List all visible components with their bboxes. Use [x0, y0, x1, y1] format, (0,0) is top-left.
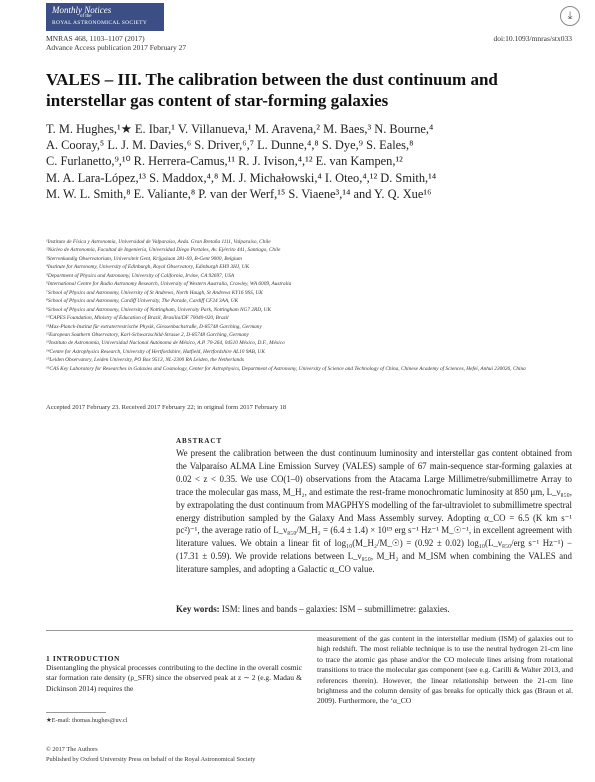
logo-line1: Monthly Notices: [52, 5, 112, 15]
author-line: A. Cooray,⁵ L. J. M. Davies,⁶ S. Driver,⁶,⁷ L. Dunne,⁴,⁸ S. Dye,⁹ S. Eales,⁸: [46, 138, 414, 153]
footnote-email[interactable]: ★E-mail: thomas.hughes@uv.cl: [46, 717, 128, 724]
affiliation: ⁶International Centre for Radio Astronomy Research, University of Western Australia, Crawley, WA 6009, Australia: [46, 281, 292, 288]
affiliation: ¹⁶CAS Key Laboratory for Researches in Galaxies and Cosmology, Center for Astrophysics, Department of Astronomy, University of Science and Technology of China, Chinese Academy of Sciences, Hefei, Anhui 230026, China: [46, 365, 526, 372]
affiliation: ⁸School of Physics and Astronomy, Cardiff University, The Parade, Cardiff CF24 3AA, UK: [46, 298, 239, 305]
publisher-line: Published by Oxford University Press on behalf of the Royal Astronomical Society: [46, 756, 256, 763]
journal-logo: [46, 3, 164, 31]
copyright: © 2017 The Authors: [46, 746, 98, 753]
intro-column-2: measurement of the gas content in the interstellar medium (ISM) of galaxies out to high redshift. The most reliable technique is to use the neutral hydrogen 21-cm line to trace the atomic gas phase and/or the CO molecule lines arising from rotational transitions to trace the molecular gas component (see e.g. Carilli & Walter 2013, and references therein). However, the linear relationship between the 21-cm line brightness and the column density of gas breaks for optically thick gas (Braun et al. 2009). Furthermore, the ‘α_CO: [317, 634, 573, 706]
footnote-rule: [46, 712, 106, 713]
affiliations: [46, 238, 571, 373]
author-list: [46, 121, 566, 202]
author-line: C. Furlanetto,⁹,¹⁰ R. Herrera-Camus,¹¹ R. J. Ivison,⁴,¹² E. van Kampen,¹²: [46, 154, 403, 169]
abstract-heading: ABSTRACT: [176, 437, 223, 445]
affiliation: ³Sterrenkundig Observatorium, Universiteit Gent, Krijgslaan 281-S9, B-Gent 9000, Belgium: [46, 255, 242, 262]
author-line: T. M. Hughes,¹★ E. Ibar,¹ V. Villanueva,¹ M. Aravena,² M. Baes,³ N. Bourne,⁴: [46, 122, 434, 136]
keywords: [176, 604, 572, 614]
received-accepted: Accepted 2017 February 23. Received 2017 February 22; in original form 2017 February 18: [46, 404, 287, 411]
author-line: M. A. Lara-López,¹³ S. Maddox,⁴,⁸ M. J. Michałowski,⁴ I. Oteo,⁴,¹² D. Smith,¹⁴: [46, 170, 437, 185]
affiliation: ⁹School of Physics and Astronomy, University of Nottingham, University Park, Nottingham NG7 2RD, UK: [46, 306, 272, 313]
affiliation: ¹Instituto de Física y Astronomía, Universidad de Valparaíso, Avda. Gran Bretaña 1111, Valparaíso, Chile: [46, 239, 271, 245]
citation: MNRAS 468, 1103–1107 (2017): [46, 34, 145, 43]
affiliation: ⁷School of Physics and Astronomy, University of St Andrews, North Haugh, St Andrews KY16 9SS, UK: [46, 289, 263, 296]
paper-title: VALES – III. The calibration between the dust continuum and interstellar gas content of star-forming galaxies: [46, 70, 498, 110]
affiliation: ¹⁴Centre for Astrophysics Research, University of Hertfordshire, Hatfield, Hertfordshire AL10 9AB, UK: [46, 348, 265, 355]
download-icon[interactable]: ⤓: [560, 6, 580, 26]
abstract-text: We present the calibration between the dust continuum luminosity and interstellar gas content obtained from the Valparaíso ALMA Line Emission Survey (VALES) sample of 67 main-sequence star-forming galaxies at 0.02 < z < 0.35. We use CO(1–0) observations from the Atacama Large Millimetre/submillimetre Array to trace the molecular gas mass, M_H₂, and estimate the rest-frame monochromatic luminosity at 850 μm, L_ν₈₅₀, by extrapolating the dust continuum from MAGPHYS modelling of the far-ultraviolet to submillimetre spectral energy distribution sampled by the Galaxy And Mass Assembly survey. Adopting α_CO = 6.5 (K km s⁻¹ pc²)⁻¹, the average ratio of L_ν₈₅₀/M_H₂ = (6.4 ± 1.4) × 10¹⁹ erg s⁻¹ Hz⁻¹ M_☉⁻¹, in excellent agreement with literature values. We obtain a linear fit of log₁₀(M_H₂/M_☉) = (0.92 ± 0.02) log₁₀(L_ν₈₅₀/erg s⁻¹ Hz⁻¹) − (17.31 ± 0.59). We provide relations between L_ν₈₅₀, M_H₂ and M_ISM when combining the VALES and literature samples, and adopting a Galactic α_CO value.: [176, 448, 572, 575]
affiliation: ⁵Department of Physics and Astronomy, University of California, Irvine, CA 92697, USA: [46, 272, 235, 279]
logo-line3: ROYAL ASTRONOMICAL SOCIETY: [52, 20, 148, 26]
author-line: M. W. L. Smith,⁸ E. Valiante,⁸ P. van der Werf,¹⁵ S. Viaene³,¹⁴ and Y. Q. Xue¹⁶: [46, 186, 432, 201]
affiliation: ²Núcleo de Astronomía, Facultad de Ingeniería, Universidad Diego Portales, Av. Ejército 441, Santiago, Chile: [46, 247, 281, 254]
keywords-label: Key words:: [176, 604, 220, 614]
affiliation: ¹²European Southern Observatory, Karl-Schwarzschild-Strasse 2, D-85748 Garching, Germany: [46, 331, 249, 338]
intro-column-1: Disentangling the physical processes contributing to the decline in the overall cosmic star formation rate density (ρ_SFR) since the observed peak at z ∼ 2 (e.g. Madau & Dickinson 2014) requires the: [46, 663, 302, 693]
affiliation: ¹⁵Leiden Observatory, Leiden University, PO Box 9513, NL-2300 RA Leiden, the Netherlands: [46, 357, 244, 364]
keywords-text: ISM: lines and bands – galaxies: ISM – submillimetre: galaxies.: [221, 604, 450, 614]
section-heading: 1 INTRODUCTION: [46, 654, 121, 663]
logo-line2: of the: [80, 14, 92, 19]
doi-link[interactable]: doi:10.1093/mnras/stx033: [493, 34, 572, 43]
advance-access: Advance Access publication 2017 February 27: [46, 43, 187, 52]
affiliation: ¹³Instituto de Astronomía, Universidad Nacional Autónoma de México, A.P. 70-264, 04510 México, D.F., México: [46, 340, 285, 347]
affiliation: ¹¹Max-Planck-Institut für extraterrestrische Physik, Giessenbachstraße, D-85748 Garching, Germany: [46, 323, 262, 330]
affiliation: ⁴Institute for Astronomy, University of Edinburgh, Royal Observatory, Edinburgh EH9 3HJ, UK: [46, 264, 250, 271]
divider: [46, 630, 573, 631]
affiliation: ¹⁰CAPES Foundation, Ministry of Education of Brazil, Brasília/DF 70040-020, Brazil: [46, 315, 229, 322]
